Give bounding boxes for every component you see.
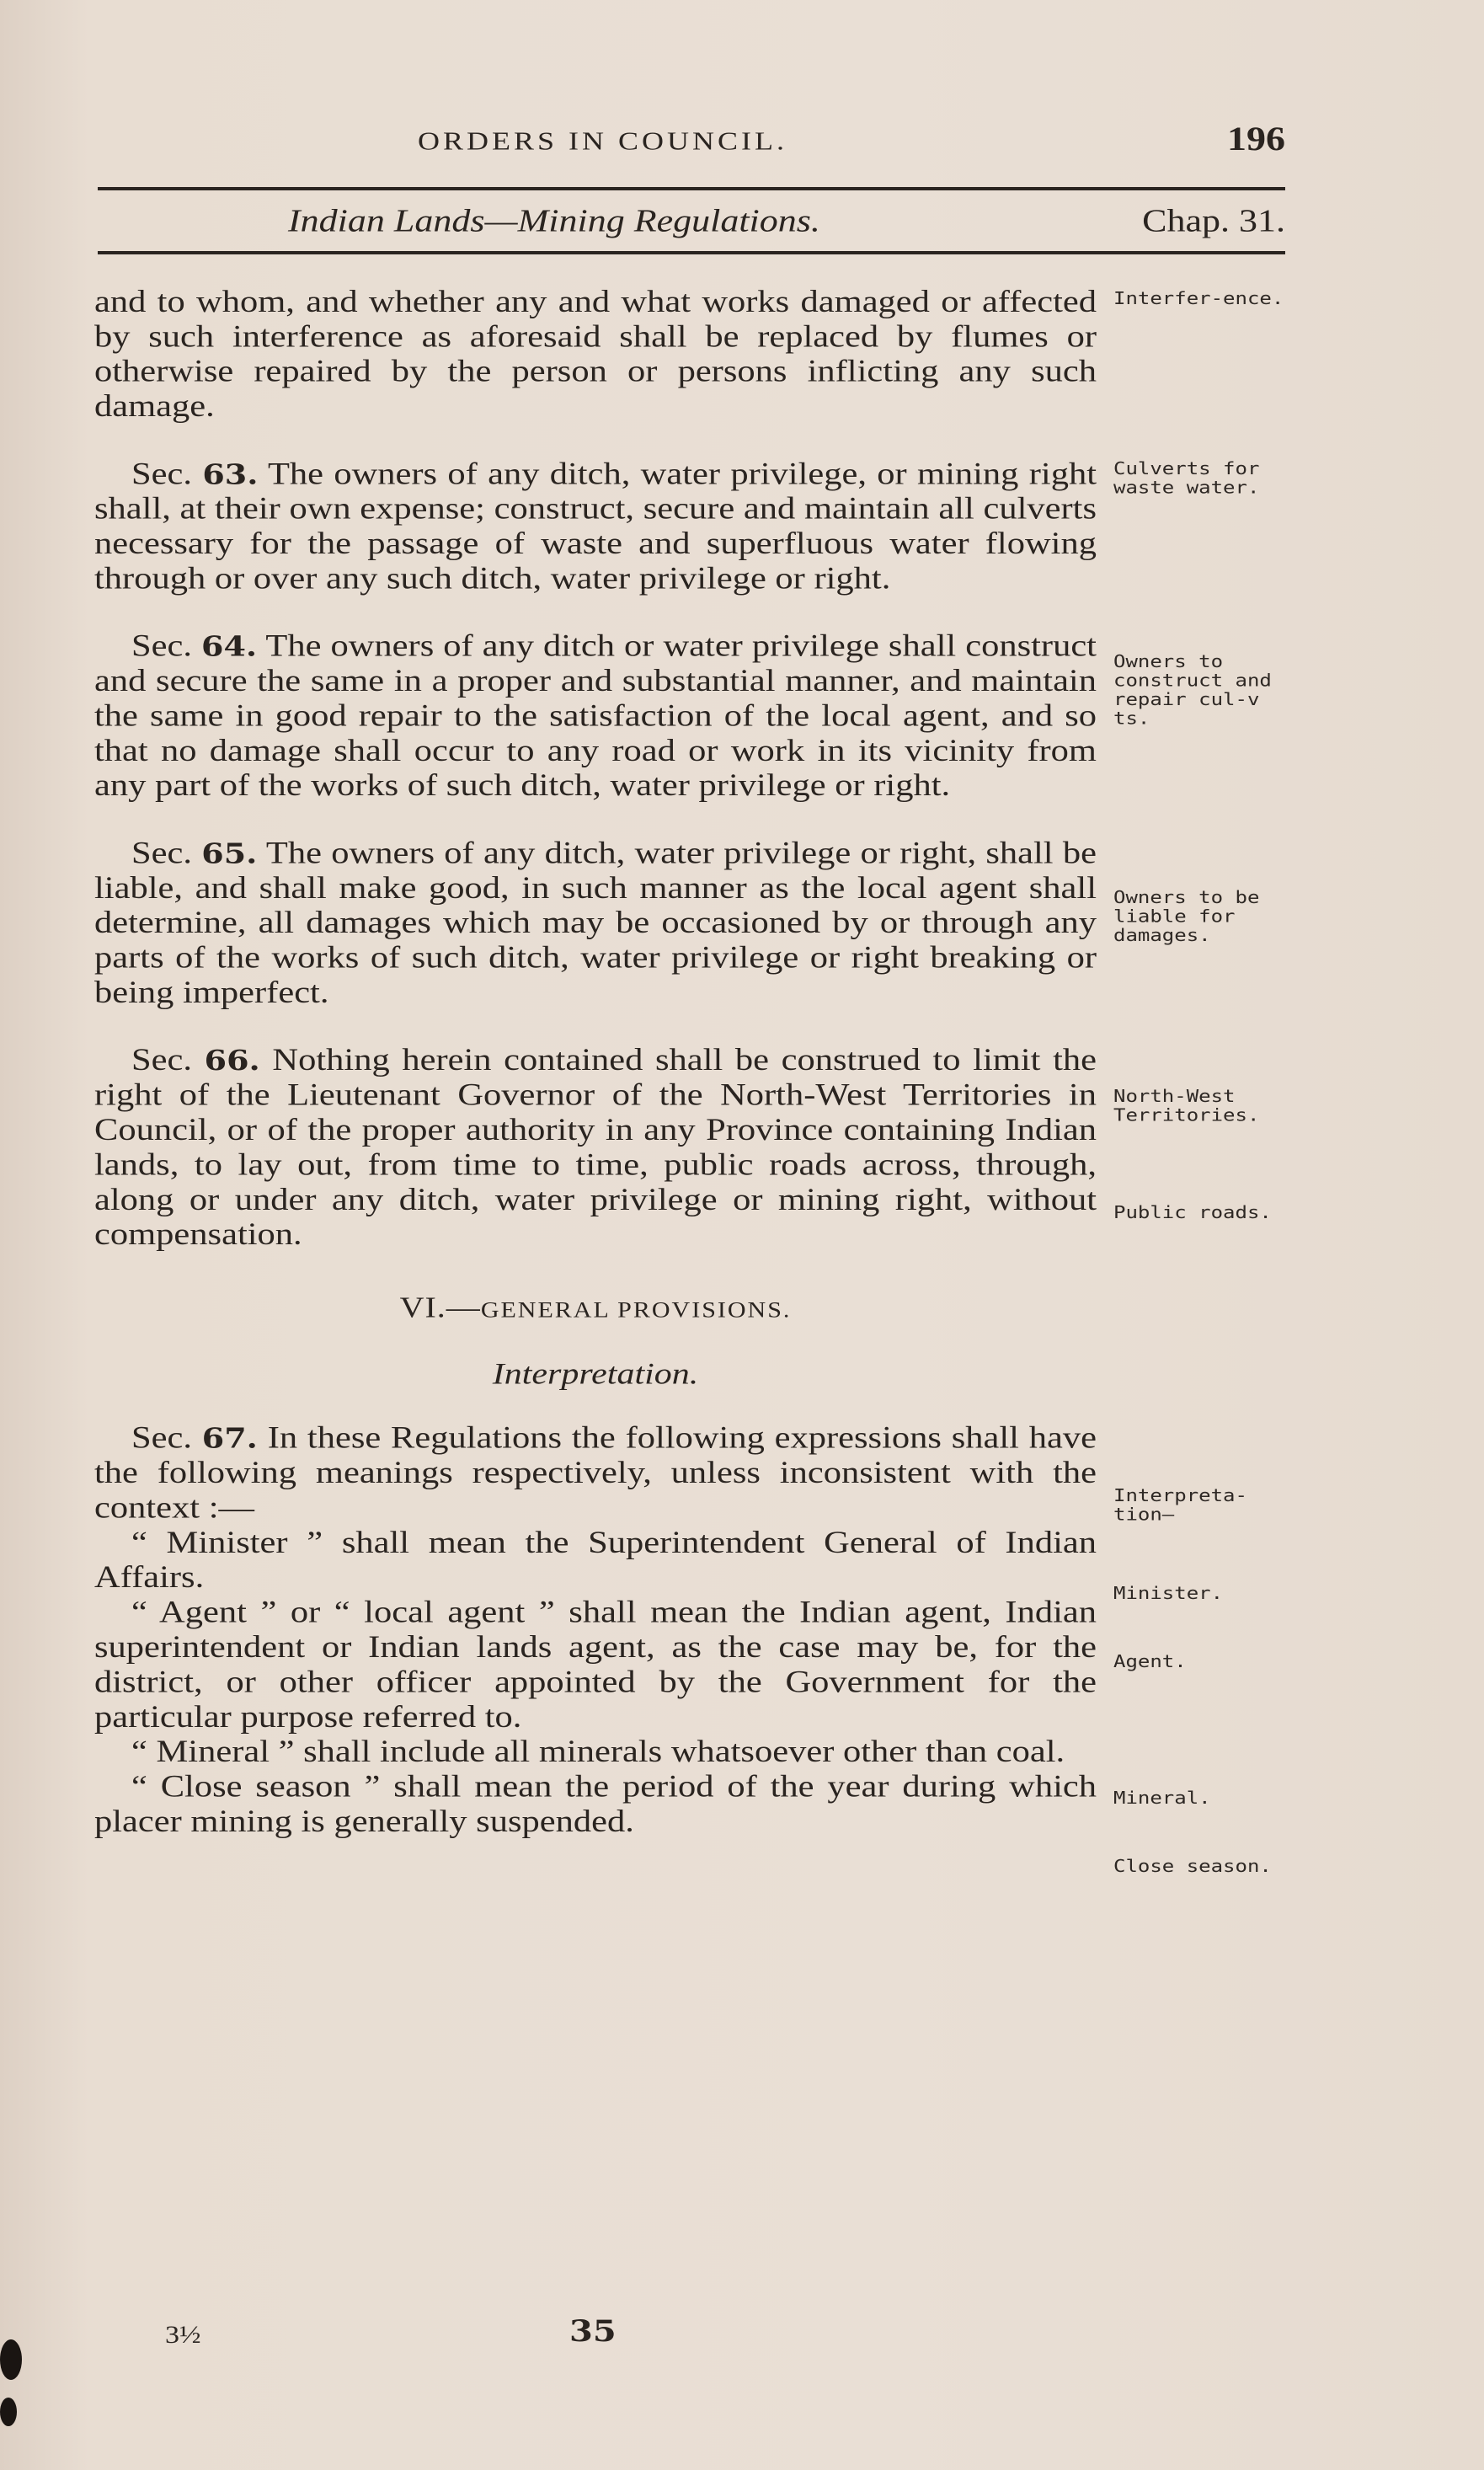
section-text: The owners of any ditch, water privilege, or mining right shall, at their own expense; construct, secure and maintain all culverts necessary for the passage of waste and superfluous water flowing through or over any such ditch, water privilege or right. <box>94 457 1097 596</box>
part-title: GENERAL PROVISIONS. <box>480 1298 792 1323</box>
section-text: Nothing herein contained shall be construed to limit the right of the Lieutenant Governor of the North-West Territories in Council, or of the proper authority in any Province containing Indian lands, to lay out, from time to time, public roads across, through, along or under any ditch, water privilege or mining right, without compensation. <box>94 1043 1097 1252</box>
section-number: 65. <box>201 837 258 870</box>
header-rule-top <box>98 187 1285 190</box>
margin-note-minister: Minister. <box>1113 1583 1224 1604</box>
chapter-number: Chap. 31. <box>1142 202 1285 238</box>
definition-agent: “ Agent ” or “ local agent ” shall mean the Indian agent, Indian superintendent or Indian lands agent, as the case may be, for the district, or other officer appointed by the Government for the particular purpose referred to. <box>94 1595 1097 1735</box>
paragraph-continued: and to whom, and whether any and what works damaged or affected by such interference as aforesaid shall be replaced by flumes or otherwise repaired by the person or persons inflicting any such damage. <box>94 285 1097 424</box>
definition-mineral: “ Mineral ” shall include all minerals whatsoever other than coal. <box>131 1735 1065 1769</box>
folio-number: 35 <box>569 2314 617 2349</box>
margin-note-nwt: North-West Territories. <box>1113 1086 1260 1125</box>
section-label: Sec. <box>131 836 192 871</box>
section-text: The owners of any ditch or water privilege shall construct and secure the same in a proper and substantial manner, and maintain the same in good repair to the satisfaction of the local agent, and so that no damage shall occur to any road or work in its vicinity from any part of the works of such ditch, water privilege or right. <box>94 628 1097 803</box>
ink-blot <box>0 2339 22 2380</box>
section-64 <box>94 629 1097 804</box>
margin-note-owners-construct: Owners to construct and repair cul-v ts. <box>1113 651 1272 729</box>
running-header <box>98 120 1285 163</box>
section-label: Sec. <box>131 1043 192 1077</box>
main-text <box>94 285 1097 1839</box>
section-number: 63. <box>202 457 259 491</box>
margin-note-public-roads: Public roads. <box>1113 1202 1272 1223</box>
margin-note-close-season: Close season. <box>1113 1856 1272 1877</box>
section-number: 67. <box>201 1421 258 1455</box>
margin-note-agent: Agent. <box>1113 1651 1187 1672</box>
part-numeral: VI.— <box>399 1291 481 1324</box>
margin-note-interference: Interfer-ence. <box>1113 288 1284 309</box>
section-text: The owners of any ditch, water privilege or right, shall be liable, and shall make good, in such manner as the local agent shall determine, all damages which may be occasioned by or through any parts of the works of such ditch, water privilege or right breaking or being imperfect. <box>94 836 1097 1010</box>
page-number: 196 <box>1227 120 1285 158</box>
margin-note-interpretation: Interpreta-tion— <box>1113 1485 1247 1526</box>
section-65 <box>94 837 1097 1011</box>
chapter-header <box>98 198 1285 242</box>
margin-note-mineral: Mineral. <box>1113 1788 1211 1809</box>
ink-blot <box>0 2398 17 2426</box>
signature-mark: 3½ <box>165 2322 201 2349</box>
section-label: Sec. <box>131 1420 192 1456</box>
section-label: Sec. <box>131 628 192 664</box>
margin-note-owners-liable: Owners to be liable for damages. <box>1113 886 1260 945</box>
running-title: ORDERS IN COUNCIL. <box>418 126 788 156</box>
definition-minister: “ Minister ” shall mean the Superintendent General of Indian Affairs. <box>94 1525 1097 1595</box>
section-67 <box>94 1421 1097 1526</box>
section-number: 64. <box>201 629 258 663</box>
section-63 <box>94 457 1097 596</box>
section-number: 66. <box>204 1044 260 1077</box>
section-label: Sec. <box>131 457 192 491</box>
chapter-subtitle: Indian Lands—Mining Regulations. <box>288 202 820 238</box>
section-66 <box>94 1043 1097 1252</box>
subheading-interpretation: Interpretation. <box>492 1357 699 1392</box>
margin-note-culverts: Culverts for waste water. <box>1113 458 1260 498</box>
part-heading <box>94 1291 1097 1329</box>
definition-close-season: “ Close season ” shall mean the period of the year during which placer mining is generally suspended. <box>94 1769 1097 1839</box>
header-rule-bottom <box>98 251 1285 254</box>
section-text: In these Regulations the following expressions shall have the following meanings respectively, unless inconsistent with the context :— <box>94 1420 1097 1526</box>
